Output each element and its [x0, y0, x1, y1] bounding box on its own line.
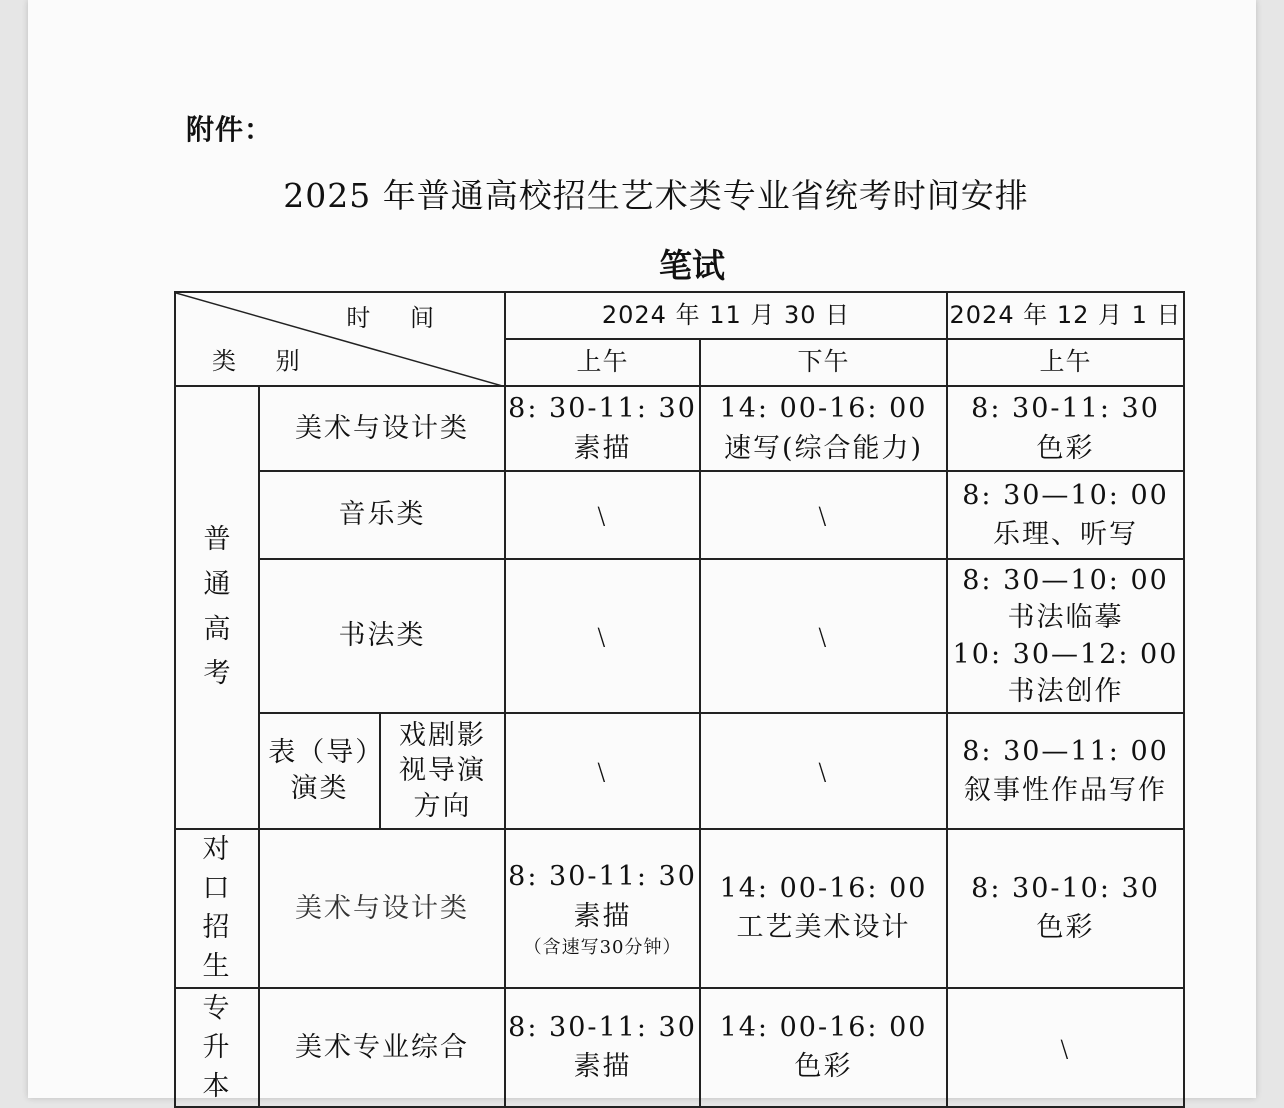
- time: 8: 30—11: 00: [962, 735, 1169, 767]
- subject: 书法临摹: [1007, 601, 1124, 633]
- subject: 叙事性作品写作: [964, 775, 1168, 806]
- cell-music-pm1: ﹨: [700, 471, 947, 559]
- time: 8: 30-10: 30: [971, 873, 1160, 905]
- cell-calligraphy-am2: [947, 559, 1184, 713]
- section-title: 笔试: [659, 246, 725, 285]
- time: 8: 30-11: 30: [508, 861, 697, 893]
- cell-music-am2: [947, 471, 1184, 559]
- category-upgrade-art: 美术专业综合: [259, 988, 505, 1107]
- attachment-label: 附件：: [186, 113, 274, 146]
- date-header-2: 2024 年 12 月 1 日: [947, 292, 1184, 339]
- cell-vocational-am2: [947, 829, 1184, 988]
- time: 8: 30-11: 30: [508, 1012, 697, 1044]
- subject: 色彩: [1036, 912, 1095, 944]
- cell-calligraphy-am1: ﹨: [505, 559, 700, 713]
- subject: 书法创作: [1007, 676, 1124, 708]
- schedule-table: [174, 291, 1185, 1108]
- cell-upgrade-pm1: [700, 988, 947, 1107]
- date-header-1: 2024 年 11 月 30 日: [505, 292, 947, 339]
- subject: 素描: [573, 432, 632, 464]
- time: 14: 00-16: 00: [719, 1012, 928, 1044]
- cell-upgrade-am2: ﹨: [947, 988, 1184, 1107]
- subject: 工艺美术设计: [736, 912, 911, 944]
- subject: 色彩: [794, 1051, 853, 1083]
- cell-drama-am2: [947, 713, 1184, 829]
- time: 8: 30—10: 00: [962, 479, 1169, 511]
- subject: 色彩: [1036, 432, 1095, 464]
- subject: 乐理、听写: [993, 519, 1139, 550]
- morning-header-2: 上午: [947, 339, 1184, 386]
- cell-art-am2: [947, 386, 1184, 471]
- category-music: 音乐类: [259, 471, 505, 559]
- morning-header-1: 上午: [505, 339, 700, 386]
- cell-calligraphy-pm1: ﹨: [700, 559, 947, 713]
- group-general-label: 普通高考: [203, 524, 231, 690]
- document-title: 2025 年普通高校招生艺术类专业省统考时间安排: [283, 176, 1029, 215]
- cell-vocational-pm1: [700, 829, 947, 988]
- cell-art-pm1: [700, 386, 947, 471]
- category-vocational-art: 美术与设计类: [259, 829, 505, 988]
- cell-upgrade-am1: [505, 988, 700, 1107]
- cell-art-am1: [505, 386, 700, 471]
- group-vocational: 对口招生: [175, 829, 259, 988]
- cell-vocational-am1: [505, 829, 700, 988]
- time: 10: 30—12: 00: [952, 639, 1179, 670]
- time: 14: 00-16: 00: [719, 873, 928, 905]
- corner-header-cell: [175, 292, 505, 386]
- category-drama-sub: 戏剧影视导演方向: [380, 713, 505, 829]
- category-drama: 表（导）演类: [259, 713, 380, 829]
- cell-drama-pm1: ﹨: [700, 713, 947, 829]
- category-calligraphy: 书法类: [259, 559, 505, 713]
- subject: 素描: [573, 900, 632, 932]
- cell-drama-am1: ﹨: [505, 713, 700, 829]
- time: 8: 30-11: 30: [508, 393, 697, 425]
- category-art: 美术与设计类: [259, 386, 505, 471]
- time: 14: 00-16: 00: [719, 393, 928, 425]
- subject: 速写(综合能力): [723, 432, 924, 464]
- time: 8: 30—10: 00: [962, 564, 1169, 596]
- cell-music-am1: ﹨: [505, 471, 700, 559]
- subject: 素描: [573, 1051, 632, 1083]
- group-upgrade: 专升本: [175, 988, 259, 1107]
- time: 8: 30-11: 30: [971, 393, 1160, 425]
- note: （含速写30分钟）: [523, 936, 682, 958]
- corner-category-label: 类 别: [212, 347, 316, 376]
- corner-time-label: 时 间: [346, 304, 451, 332]
- afternoon-header-1: 下午: [700, 339, 947, 386]
- group-general: [175, 386, 259, 829]
